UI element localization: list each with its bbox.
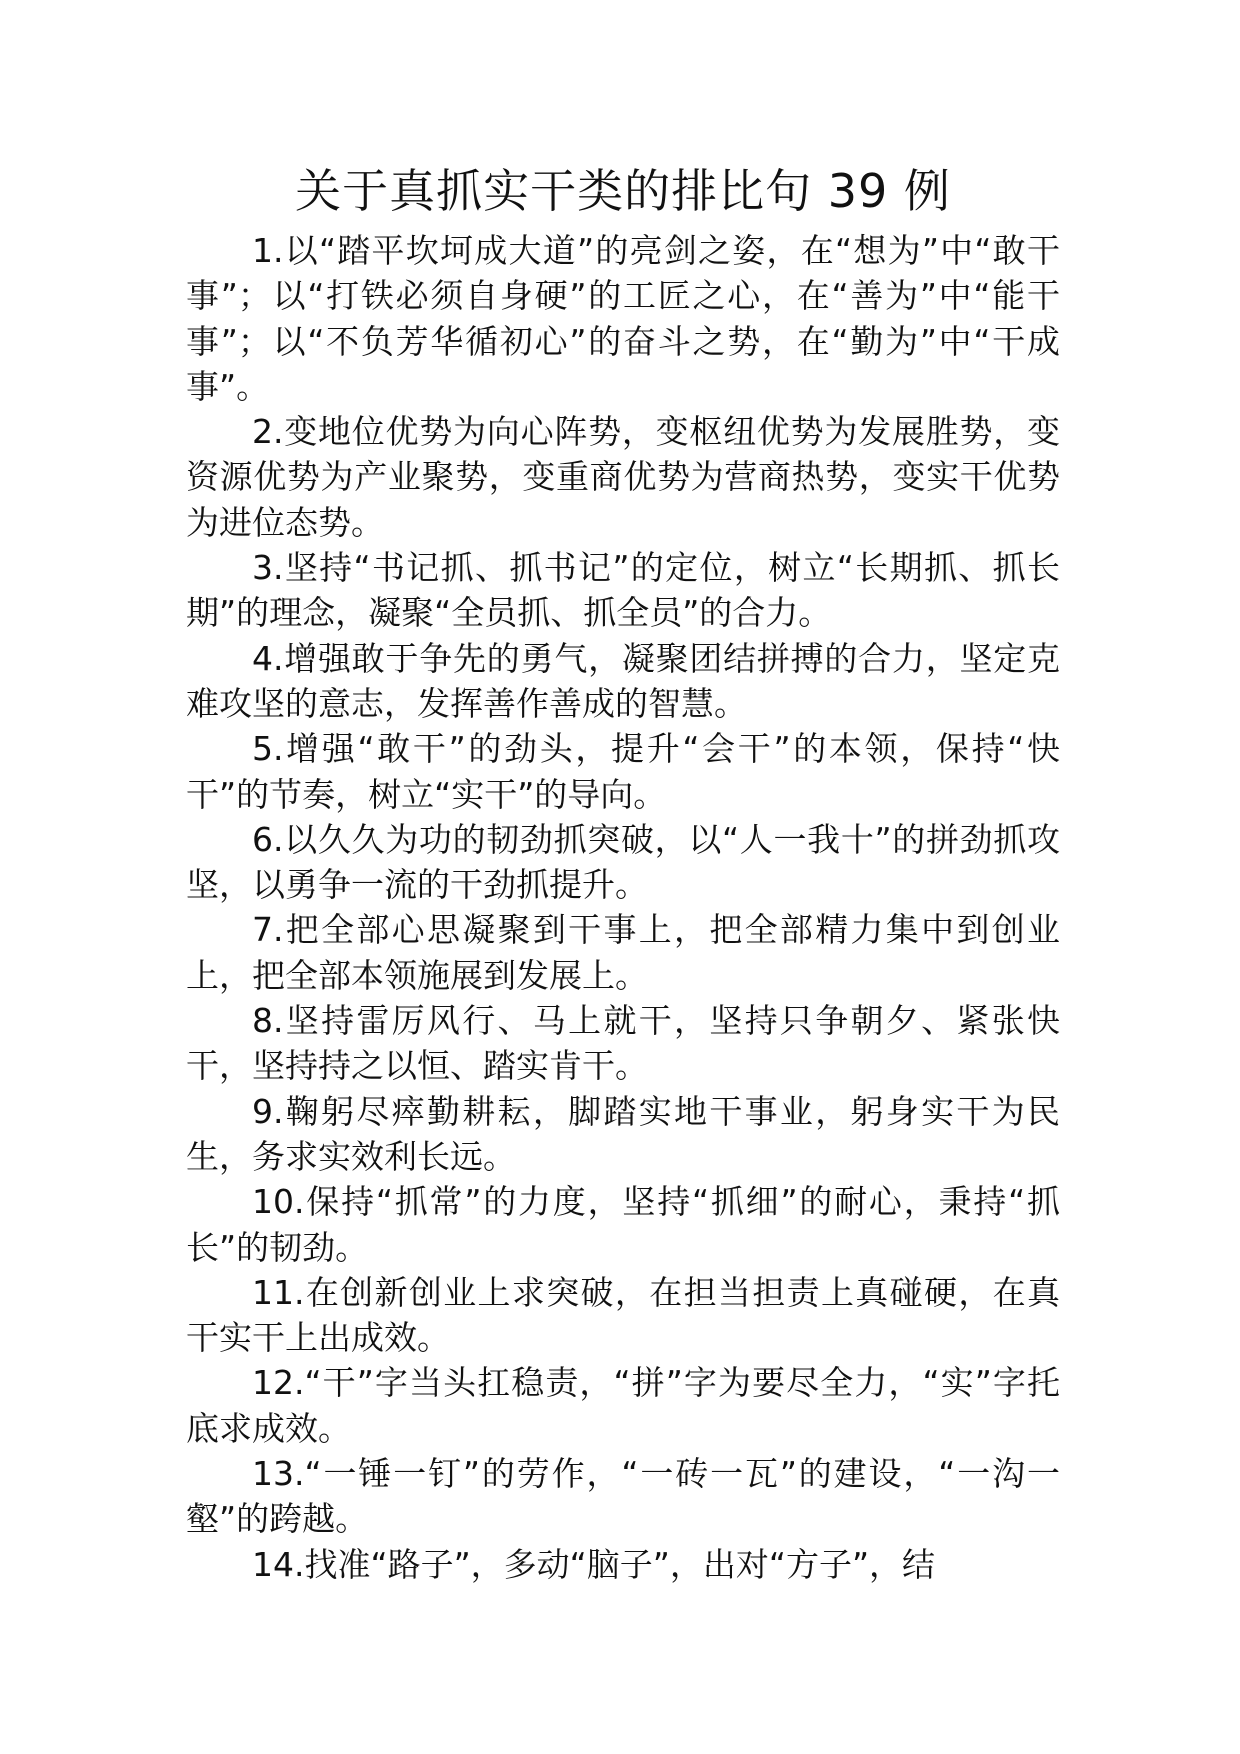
- paragraph-8: 8.坚持雷厉风行、马上就干，坚持只争朝夕、紧张快干，坚持持之以恒、踏实肯干。: [186, 1001, 1060, 1086]
- paragraph-5: 5.增强“敢干”的劲头，提升“会干”的本领，保持“快干”的节奏，树立“实干”的导向。: [186, 729, 1060, 814]
- paragraph-3: 3.坚持“书记抓、抓书记”的定位，树立“长期抓、抓长期”的理念，凝聚“全员抓、抓全员”的合力。: [186, 548, 1060, 633]
- paragraph-1: 1.以“踏平坎坷成大道”的亮剑之姿，在“想为”中“敢干事”；以“打铁必须自身硬”的工匠之心，在“善为”中“能干事”；以“不负芳华循初心”的奋斗之势，在“勤为”中“干成事”。: [186, 231, 1060, 406]
- paragraph-10: 10.保持“抓常”的力度，坚持“抓细”的耐心，秉持“抓长”的韧劲。: [186, 1182, 1060, 1267]
- document-title: 关于真抓实干类的排比句 39 例: [295, 164, 951, 218]
- paragraph-13: 13.“一锤一钉”的劳作，“一砖一瓦”的建设，“一沟一壑”的跨越。: [186, 1454, 1060, 1539]
- paragraph-6: 6.以久久为功的韧劲抓突破，以“人一我十”的拼劲抓攻坚，以勇争一流的干劲抓提升。: [186, 819, 1060, 905]
- paragraph-2: 2.变地位优势为向心阵势，变枢纽优势为发展胜势，变资源优势为产业聚势，变重商优势为营商热势，变实干优势为进位态势。: [186, 412, 1060, 542]
- paragraph-14: 14.找准“路子”，多动“脑子”，出对“方子”，结: [252, 1544, 936, 1584]
- paragraph-4: 4.增强敢于争先的勇气，凝聚团结拼搏的合力，坚定克难攻坚的意志，发挥善作善成的智慧。: [186, 638, 1060, 723]
- paragraph-9: 9.鞠躬尽瘁勤耕耘，脚踏实地干事业，躬身实干为民生，务求实效利长远。: [186, 1091, 1060, 1176]
- paragraph-11: 11.在创新创业上求突破，在担当担责上真碰硬，在真干实干上出成效。: [186, 1272, 1060, 1358]
- document-body: [186, 228, 1060, 1587]
- paragraph-7: 7.把全部心思凝聚到干事上，把全部精力集中到创业上，把全部本领施展到发展上。: [186, 910, 1060, 995]
- paragraph-12: 12.“干”字当头扛稳责，“拼”字为要尽全力，“实”字托底求成效。: [186, 1363, 1060, 1448]
